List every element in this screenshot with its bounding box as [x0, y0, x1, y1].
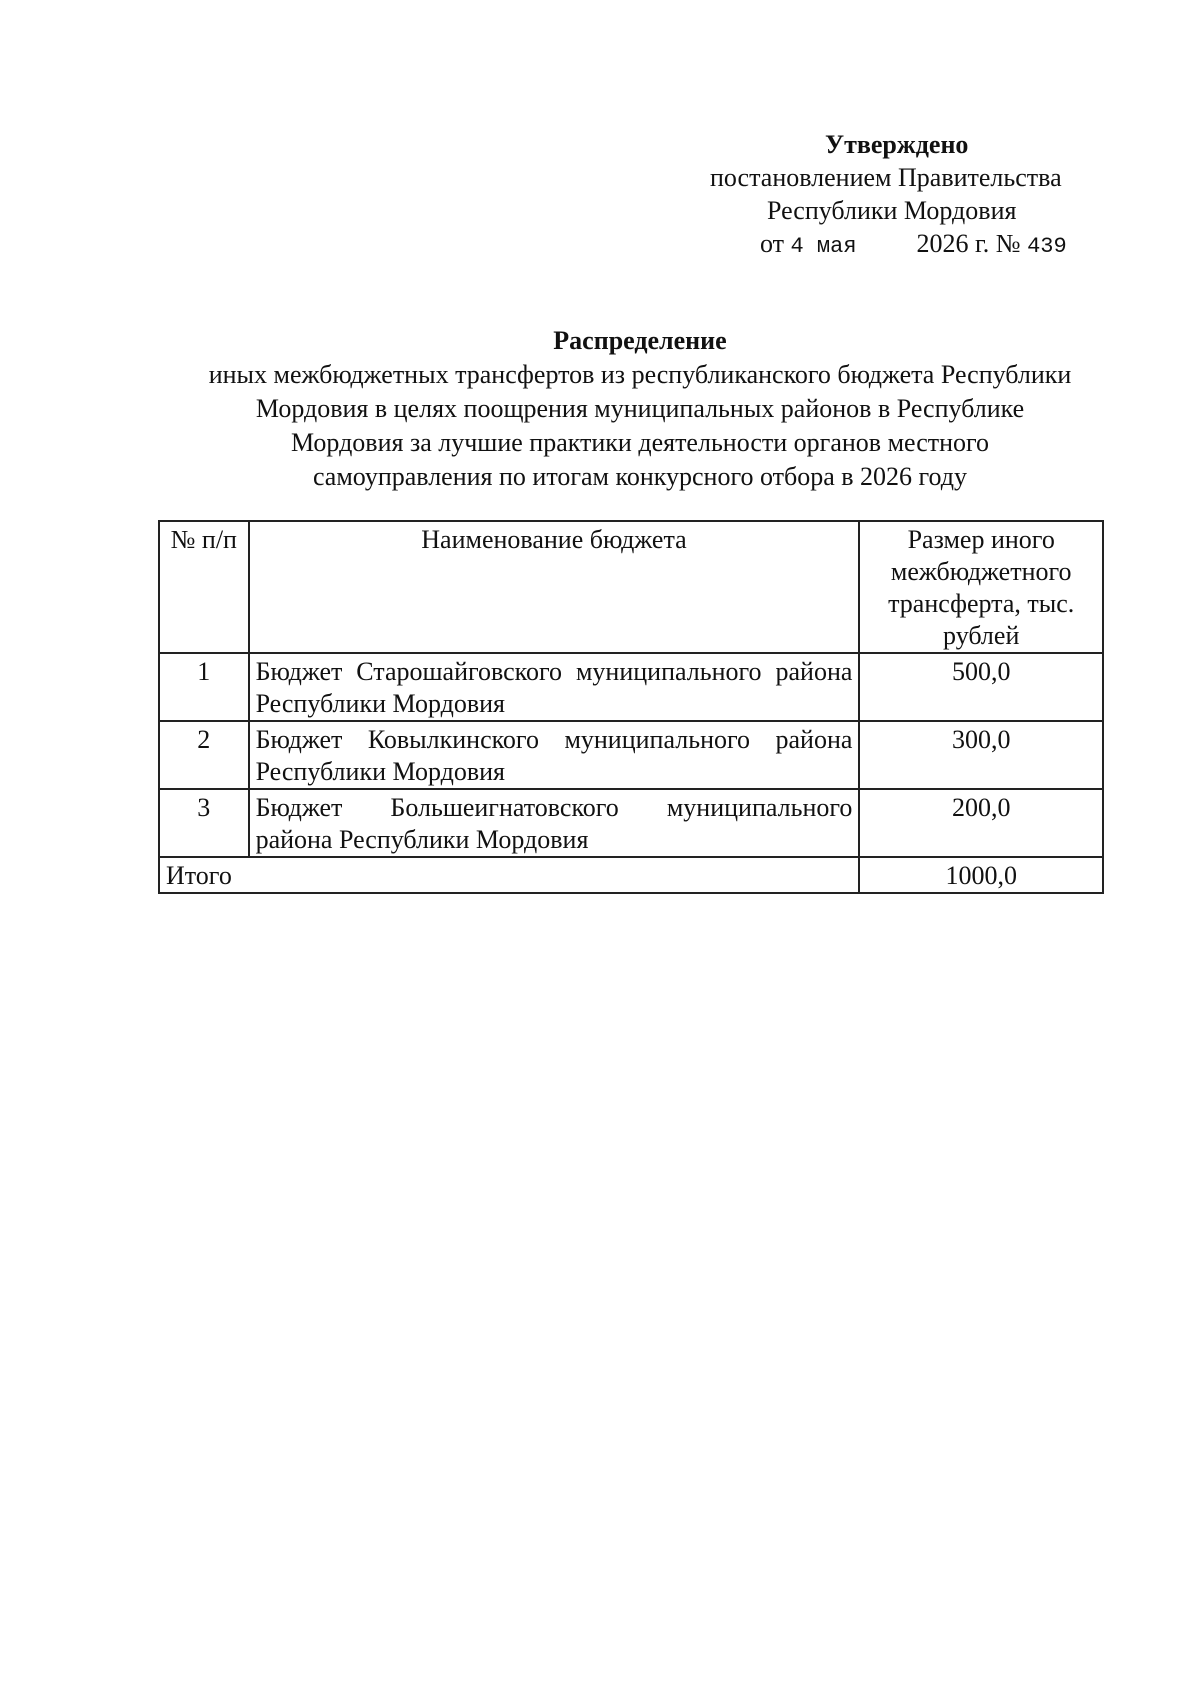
row-num: 2 — [159, 721, 249, 789]
row-amount: 200,0 — [859, 789, 1103, 857]
row-name: Бюджет Большеигнатовского муниципального района Республики Мордовия — [249, 789, 860, 857]
row-amount: 500,0 — [859, 653, 1103, 721]
header-num: № п/п — [159, 521, 249, 653]
distribution-table — [158, 520, 1104, 894]
heading-line: самоуправления по итогам конкурсного отбора в 2026 году — [312, 462, 968, 491]
table-row — [159, 653, 1103, 721]
approval-doc-number: 439 — [1027, 234, 1067, 259]
heading-line: Мордовия в целях поощрения муниципальных районов в Республике — [255, 394, 1025, 423]
row-num: 1 — [159, 653, 249, 721]
row-amount: 300,0 — [859, 721, 1103, 789]
approval-issuer-line: постановлением Правительства — [710, 163, 1062, 192]
row-num: 3 — [159, 789, 249, 857]
table-row — [159, 721, 1103, 789]
document-heading — [150, 324, 1130, 494]
heading-line: иных межбюджетных трансфертов из республиканского бюджета Республики — [208, 360, 1072, 389]
heading-line: Мордовия за лучшие практики деятельности органов местного — [290, 428, 990, 457]
table-header-row — [159, 521, 1103, 653]
table-total-row — [159, 857, 1103, 893]
approval-date-prefix: от — [760, 229, 785, 258]
total-label: Итого — [159, 857, 859, 893]
total-amount: 1000,0 — [859, 857, 1103, 893]
approval-stamp — [660, 128, 1120, 263]
row-name: Бюджет Старошайговского муниципального района Республики Мордовия — [249, 653, 860, 721]
header-amount: Размер иного межбюджетного трансферта, тыс. рублей — [859, 521, 1103, 653]
header-name: Наименование бюджета — [249, 521, 860, 653]
approval-date-line — [660, 227, 1120, 263]
table-row — [159, 789, 1103, 857]
approval-title: Утверждено — [825, 130, 969, 159]
row-name: Бюджет Ковылкинского муниципального района Республики Мордовия — [249, 721, 860, 789]
approval-date-day-month: 4 мая — [790, 234, 857, 259]
approval-region-line: Республики Мордовия — [767, 196, 1017, 225]
approval-date-year: 2026 г. № — [916, 229, 1021, 258]
document-title: Распределение — [553, 326, 727, 355]
